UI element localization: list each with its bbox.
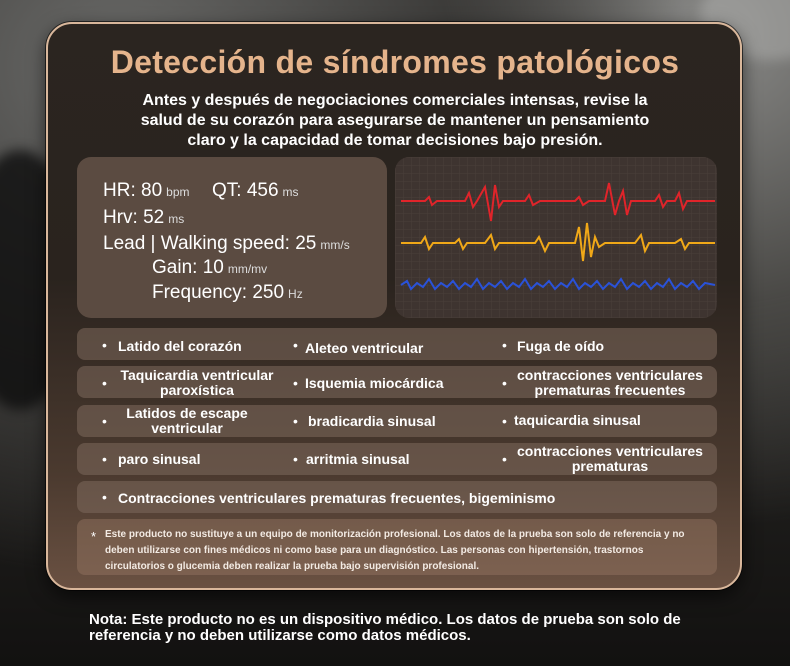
asterisk-icon: * [91, 529, 97, 544]
condition-item: Taquicardia ventricular paroxística [120, 367, 274, 398]
bullet-icon: • [293, 413, 298, 429]
condition-item: paro sinusal [118, 451, 201, 467]
page-title: Detección de síndromes patológicos [110, 44, 680, 80]
qt-stat: QT: 456 ms [212, 180, 299, 201]
hrv-stat: Hrv: 52 ms [103, 207, 185, 228]
bullet-icon: • [102, 489, 107, 505]
bullet-icon: • [293, 375, 298, 391]
condition-item: Fuga de oído [517, 338, 605, 354]
condition-item: Latido del corazón [118, 338, 242, 354]
bullet-icon: • [502, 413, 507, 429]
bullet-icon: • [502, 337, 507, 353]
bullet-icon: • [102, 413, 107, 429]
ecg-waveform-card [395, 157, 717, 318]
hr-stat: HR: 80 bpm [103, 180, 190, 201]
bullet-icon: • [102, 375, 107, 391]
footer-note: Nota: Este producto no es un dispositivo médico. Los datos de prueba son solo de referencia y no deben utilizarse como datos médicos. [89, 611, 681, 644]
condition-item: contracciones ventriculares prematuras frecuentes [517, 367, 703, 398]
frequency-stat: Frequency: 250 Hz [152, 282, 303, 303]
disclaimer-text: Este producto no sustituye a un equipo de monitorización profesional. Los datos de la prueba son solo de referencia y no deben utilizarse con fines médicos ni como base para un diagnóstico. Las personas con hipertensión, trastornos circulatorios o glucemia deben realizar la prueba bajo supervisión profesional. [105, 529, 685, 572]
bullet-icon: • [502, 375, 507, 391]
ecg-waveform-graphic [395, 157, 717, 318]
condition-item: Contracciones ventriculares prematuras frecuentes, bigeminismo [118, 490, 556, 506]
bullet-icon: • [293, 451, 298, 467]
condition-item: Isquemia miocárdica [305, 375, 444, 391]
lead-speed-stat: Lead | Walking speed: 25 mm/s [103, 233, 350, 254]
condition-item: bradicardia sinusal [308, 413, 436, 429]
condition-item: Latidos de escape ventricular [126, 405, 248, 436]
bullet-icon: • [102, 337, 107, 353]
bullet-icon: • [293, 337, 298, 353]
condition-item: arritmia sinusal [306, 451, 410, 467]
bullet-icon: • [502, 451, 507, 467]
bullet-icon: • [102, 451, 107, 467]
condition-item: contracciones ventriculares prematuras [517, 443, 703, 474]
condition-item: Aleteo ventricular [305, 340, 424, 356]
page-subtitle: Antes y después de negociaciones comerciales intensas, revise la salud de su corazón para asegurarse de mantener un pensamiento claro y la capacidad de tomar decisiones bajo presión. [140, 92, 650, 149]
gain-stat: Gain: 10 mm/mv [152, 257, 268, 278]
condition-item: taquicardia sinusal [514, 412, 641, 428]
